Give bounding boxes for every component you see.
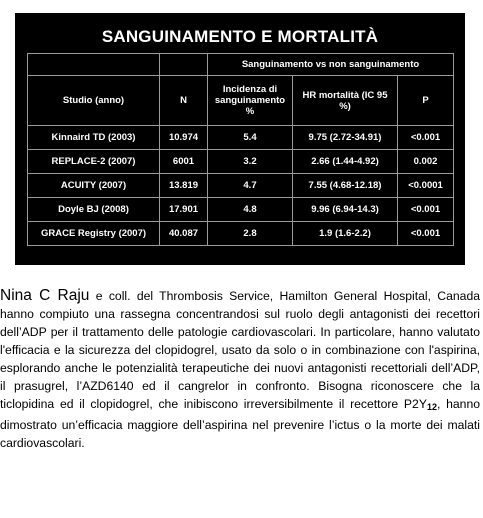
receptor-subscript: 12: [426, 402, 437, 412]
bleeding-mortality-table: [27, 53, 454, 246]
cell-study: Doyle BJ (2008): [28, 198, 160, 222]
author-name: Nina C Raju: [0, 287, 90, 304]
cell-hr: 9.75 (2.72-34.91): [293, 126, 398, 150]
cell-n: 6001: [160, 150, 208, 174]
column-header-hr: HR mortalità (IC 95 %): [293, 76, 398, 126]
table-row: [28, 222, 454, 246]
cell-incidence: 4.7: [208, 174, 293, 198]
empty-header-cell: [160, 54, 208, 76]
cell-study: GRACE Registry (2007): [28, 222, 160, 246]
article-paragraph: [0, 287, 480, 452]
cell-n: 13.819: [160, 174, 208, 198]
table-row: [28, 126, 454, 150]
article-text-end: , hanno dimostrato un’efficacia maggiore dell’aspirina nel prevenire l’ictus o la morte dei malati cardiovascolari.: [0, 397, 481, 450]
bleeding-mortality-table-panel: [15, 13, 465, 265]
cell-p: 0.002: [398, 150, 454, 174]
cell-study: ACUITY (2007): [28, 174, 160, 198]
cell-n: 40.087: [160, 222, 208, 246]
table-row: [28, 150, 454, 174]
group-header: Sanguinamento vs non sanguinamento: [208, 54, 454, 76]
cell-n: 17.901: [160, 198, 208, 222]
table-row: [28, 174, 454, 198]
cell-incidence: 4.8: [208, 198, 293, 222]
cell-p: <0.001: [398, 198, 454, 222]
cell-p: <0.0001: [398, 174, 454, 198]
cell-hr: 1.9 (1.6-2.2): [293, 222, 398, 246]
column-header-study: Studio (anno): [28, 76, 160, 126]
table-group-header-row: [28, 54, 454, 76]
cell-incidence: 5.4: [208, 126, 293, 150]
cell-hr: 7.55 (4.68-12.18): [293, 174, 398, 198]
cell-hr: 2.66 (1.44-4.92): [293, 150, 398, 174]
table-column-header-row: [28, 76, 454, 126]
cell-study: REPLACE-2 (2007): [28, 150, 160, 174]
cell-hr: 9.96 (6.94-14.3): [293, 198, 398, 222]
empty-header-cell: [28, 54, 160, 76]
column-header-incidence: Incidenza di sanguinamento %: [208, 76, 293, 126]
cell-p: <0.001: [398, 126, 454, 150]
cell-p: <0.001: [398, 222, 454, 246]
table-row: [28, 198, 454, 222]
cell-incidence: 2.8: [208, 222, 293, 246]
cell-study: Kinnaird TD (2003): [28, 126, 160, 150]
article-text: e coll. del Thrombosis Service, Hamilton General Hospital, Canada hanno compiuto una rassegna concentrandosi sul ruolo degli antagonisti dei recettori dell’ADP per il trattamento delle patologie cardiovascolari. In particolare, hanno valutato l'efficacia e la sicurezza del clopidogrel, usato da solo o in combinazione con l'aspirina, esplorando anche le potenzialità terapeutiche dei nuovi antagonisti recettoriali dell’ADP, il prasugrel, l’AZD6140 ed il cangrelor in confronto. Bisogna riconoscere che la ticlopidina ed il clopidogrel, che inibiscono irreversibilmente il recettore P2Y: [0, 289, 480, 411]
cell-incidence: 3.2: [208, 150, 293, 174]
column-header-p: P: [398, 76, 454, 126]
cell-n: 10.974: [160, 126, 208, 150]
table-title: SANGUINAMENTO E MORTALITÀ: [101, 27, 379, 46]
column-header-n: N: [160, 76, 208, 126]
